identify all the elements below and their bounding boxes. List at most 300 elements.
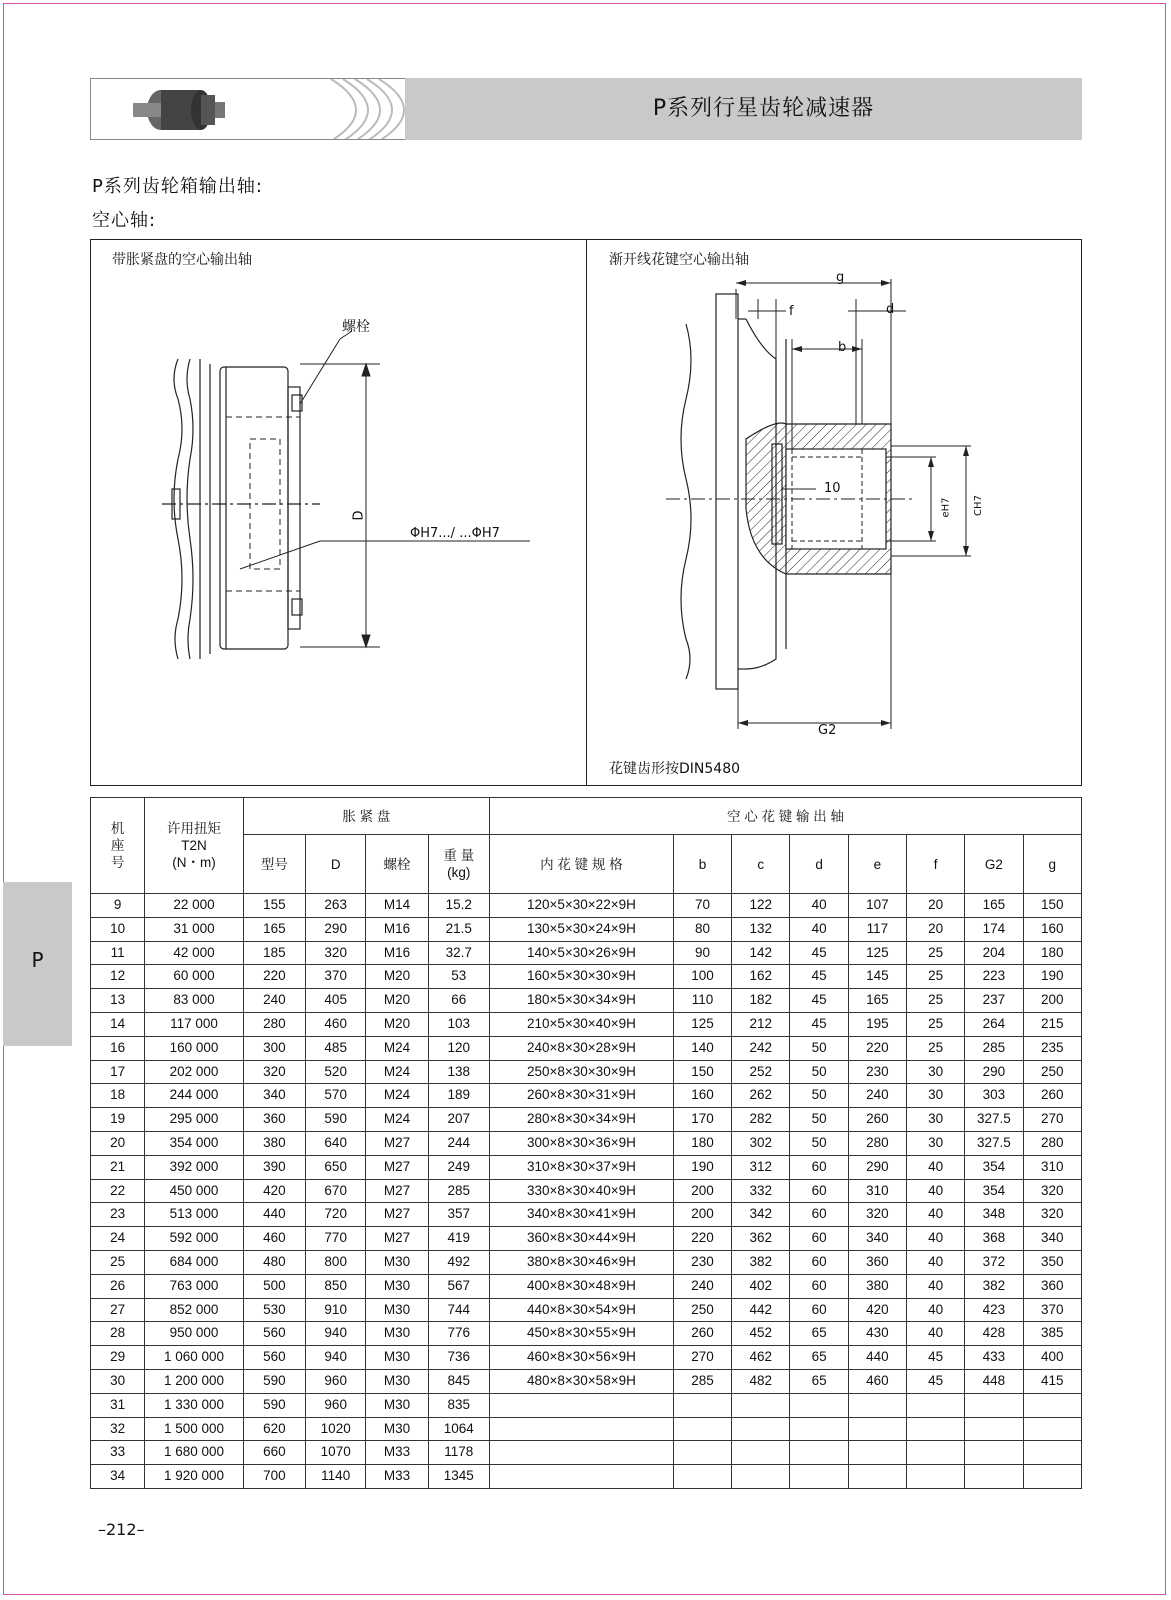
header-text: (kg) xyxy=(447,865,471,880)
cell-spline: 250×8×30×30×9H xyxy=(489,1060,673,1084)
cell-g: 385 xyxy=(1023,1322,1081,1346)
cell-G2: 285 xyxy=(965,1036,1023,1060)
cell-D: 263 xyxy=(306,894,366,918)
cell-d: 65 xyxy=(790,1369,848,1393)
table-row xyxy=(91,989,1082,1013)
cell-spline: 120×5×30×22×9H xyxy=(489,894,673,918)
cell-type: 590 xyxy=(243,1369,305,1393)
cell-torque: 1 920 000 xyxy=(145,1465,243,1489)
cell-c: 302 xyxy=(732,1131,790,1155)
cell-c: 132 xyxy=(732,917,790,941)
cell-b: 220 xyxy=(673,1227,731,1251)
cell-c: 122 xyxy=(732,894,790,918)
cell-type: 480 xyxy=(243,1250,305,1274)
cell-g: 320 xyxy=(1023,1179,1081,1203)
cell-G2: 354 xyxy=(965,1155,1023,1179)
cell-G2 xyxy=(965,1441,1023,1465)
cell-weight: 53 xyxy=(428,965,489,989)
header-g: g xyxy=(1023,835,1081,894)
cell-type: 185 xyxy=(243,941,305,965)
cell-torque: 60 000 xyxy=(145,965,243,989)
cell-b: 200 xyxy=(673,1179,731,1203)
header-text: 号 xyxy=(110,855,125,870)
cell-size: 13 xyxy=(91,989,145,1013)
cell-f xyxy=(907,1465,965,1489)
cell-weight: 285 xyxy=(428,1179,489,1203)
cell-f: 40 xyxy=(907,1203,965,1227)
cell-c: 242 xyxy=(732,1036,790,1060)
cell-bolt: M24 xyxy=(366,1060,428,1084)
header-e: e xyxy=(848,835,906,894)
cell-bolt: M33 xyxy=(366,1441,428,1465)
table-row xyxy=(91,1393,1082,1417)
cell-type: 660 xyxy=(243,1441,305,1465)
cell-type: 380 xyxy=(243,1131,305,1155)
table-row xyxy=(91,1274,1082,1298)
cell-b: 190 xyxy=(673,1155,731,1179)
dimension-10-label: 10 xyxy=(824,481,841,496)
cell-e xyxy=(848,1465,906,1489)
cell-G2: 433 xyxy=(965,1346,1023,1370)
cell-g: 260 xyxy=(1023,1084,1081,1108)
cell-bolt: M30 xyxy=(366,1369,428,1393)
cell-G2 xyxy=(965,1417,1023,1441)
cell-e: 220 xyxy=(848,1036,906,1060)
dimension-D-label: D xyxy=(351,510,367,521)
table-row xyxy=(91,1012,1082,1036)
cell-c: 452 xyxy=(732,1322,790,1346)
table-row xyxy=(91,941,1082,965)
cell-D: 940 xyxy=(306,1322,366,1346)
cell-f: 30 xyxy=(907,1084,965,1108)
cell-bolt: M27 xyxy=(366,1203,428,1227)
cell-bolt: M16 xyxy=(366,917,428,941)
table-row xyxy=(91,1346,1082,1370)
cell-g: 150 xyxy=(1023,894,1081,918)
cell-spline xyxy=(489,1465,673,1489)
cell-weight: 21.5 xyxy=(428,917,489,941)
cell-spline: 310×8×30×37×9H xyxy=(489,1155,673,1179)
cell-g xyxy=(1023,1465,1081,1489)
cell-d: 60 xyxy=(790,1274,848,1298)
cell-size: 11 xyxy=(91,941,145,965)
cell-d: 45 xyxy=(790,941,848,965)
page-number: –212– xyxy=(98,1520,145,1539)
subsection-heading: 空心轴: xyxy=(92,210,157,231)
cell-b: 200 xyxy=(673,1203,731,1227)
cell-b xyxy=(673,1465,731,1489)
cell-size: 17 xyxy=(91,1060,145,1084)
cell-D: 1140 xyxy=(306,1465,366,1489)
cell-c: 402 xyxy=(732,1274,790,1298)
cell-G2: 368 xyxy=(965,1227,1023,1251)
cell-g: 415 xyxy=(1023,1369,1081,1393)
header-text: 重 量 xyxy=(443,848,475,863)
cell-d: 45 xyxy=(790,989,848,1013)
dimension-CH7-label: CH7 xyxy=(972,495,984,516)
cell-D: 1020 xyxy=(306,1417,366,1441)
cell-type: 240 xyxy=(243,989,305,1013)
cell-b: 125 xyxy=(673,1012,731,1036)
cell-spline: 400×8×30×48×9H xyxy=(489,1274,673,1298)
section-heading: P系列齿轮箱输出轴: xyxy=(92,176,263,197)
cell-d: 65 xyxy=(790,1322,848,1346)
page-title: P系列行星齿轮减速器 xyxy=(652,96,875,121)
cell-d: 65 xyxy=(790,1346,848,1370)
cell-c: 482 xyxy=(732,1369,790,1393)
cell-c: 182 xyxy=(732,989,790,1013)
header-text: 座 xyxy=(110,838,125,853)
cell-weight: 120 xyxy=(428,1036,489,1060)
table-row xyxy=(91,894,1082,918)
cell-G2 xyxy=(965,1393,1023,1417)
cell-g: 270 xyxy=(1023,1108,1081,1132)
cell-type: 460 xyxy=(243,1227,305,1251)
dimension-eH7-label: eH7 xyxy=(940,497,952,518)
cell-f: 25 xyxy=(907,965,965,989)
cell-spline: 330×8×30×40×9H xyxy=(489,1179,673,1203)
table-row xyxy=(91,1322,1082,1346)
cell-f: 30 xyxy=(907,1108,965,1132)
cell-G2: 428 xyxy=(965,1322,1023,1346)
cell-type: 440 xyxy=(243,1203,305,1227)
cell-G2: 290 xyxy=(965,1060,1023,1084)
cell-g: 160 xyxy=(1023,917,1081,941)
table-row xyxy=(91,1084,1082,1108)
cell-g: 200 xyxy=(1023,989,1081,1013)
cell-e xyxy=(848,1441,906,1465)
header-shrink-disc-group: 胀 紧 盘 xyxy=(243,798,489,835)
cell-e: 230 xyxy=(848,1060,906,1084)
figure-right-title: 渐开线花键空心输出轴 xyxy=(609,252,749,268)
cell-bolt: M30 xyxy=(366,1417,428,1441)
cell-size: 20 xyxy=(91,1131,145,1155)
cell-spline: 340×8×30×41×9H xyxy=(489,1203,673,1227)
cell-e: 430 xyxy=(848,1322,906,1346)
cell-c xyxy=(732,1441,790,1465)
cell-D: 940 xyxy=(306,1346,366,1370)
cell-g: 370 xyxy=(1023,1298,1081,1322)
cell-type: 420 xyxy=(243,1179,305,1203)
cell-b: 80 xyxy=(673,917,731,941)
cell-D: 800 xyxy=(306,1250,366,1274)
dimension-G2-label: G2 xyxy=(818,723,837,738)
cell-g xyxy=(1023,1393,1081,1417)
cell-G2: 264 xyxy=(965,1012,1023,1036)
cell-b: 285 xyxy=(673,1369,731,1393)
cell-f: 45 xyxy=(907,1346,965,1370)
cell-size: 16 xyxy=(91,1036,145,1060)
cell-weight: 835 xyxy=(428,1393,489,1417)
header-text: 许用扭矩 xyxy=(167,821,221,836)
cell-size: 31 xyxy=(91,1393,145,1417)
cell-bolt: M27 xyxy=(366,1155,428,1179)
cell-G2: 165 xyxy=(965,894,1023,918)
cell-c: 442 xyxy=(732,1298,790,1322)
cell-e: 260 xyxy=(848,1108,906,1132)
cell-b: 250 xyxy=(673,1298,731,1322)
header-machine-size xyxy=(91,798,145,894)
cell-weight: 744 xyxy=(428,1298,489,1322)
header-weight xyxy=(428,835,489,894)
table-row xyxy=(91,1036,1082,1060)
cell-spline: 130×5×30×24×9H xyxy=(489,917,673,941)
cell-f: 40 xyxy=(907,1322,965,1346)
cell-c: 282 xyxy=(732,1108,790,1132)
cell-D: 290 xyxy=(306,917,366,941)
cell-g: 310 xyxy=(1023,1155,1081,1179)
cell-D: 1070 xyxy=(306,1441,366,1465)
cell-D: 720 xyxy=(306,1203,366,1227)
cell-D: 485 xyxy=(306,1036,366,1060)
cell-torque: 295 000 xyxy=(145,1108,243,1132)
cell-c: 262 xyxy=(732,1084,790,1108)
cell-c xyxy=(732,1417,790,1441)
cell-weight: 492 xyxy=(428,1250,489,1274)
cell-bolt: M20 xyxy=(366,965,428,989)
spec-table-body xyxy=(91,894,1082,1489)
cell-d: 40 xyxy=(790,894,848,918)
cell-size: 34 xyxy=(91,1465,145,1489)
cell-e xyxy=(848,1417,906,1441)
cell-torque: 450 000 xyxy=(145,1179,243,1203)
cell-g: 215 xyxy=(1023,1012,1081,1036)
cell-g: 180 xyxy=(1023,941,1081,965)
cell-g: 350 xyxy=(1023,1250,1081,1274)
cell-torque: 513 000 xyxy=(145,1203,243,1227)
cell-c: 462 xyxy=(732,1346,790,1370)
cell-G2: 223 xyxy=(965,965,1023,989)
header-text: (N・m) xyxy=(172,855,216,870)
cell-type: 360 xyxy=(243,1108,305,1132)
cell-G2: 423 xyxy=(965,1298,1023,1322)
cell-b: 170 xyxy=(673,1108,731,1132)
header-torque xyxy=(145,798,243,894)
cell-d: 60 xyxy=(790,1298,848,1322)
cell-bolt: M30 xyxy=(366,1393,428,1417)
cell-d xyxy=(790,1417,848,1441)
cell-G2: 303 xyxy=(965,1084,1023,1108)
gearbox-product-image xyxy=(91,79,408,140)
cell-torque: 354 000 xyxy=(145,1131,243,1155)
cell-torque: 1 060 000 xyxy=(145,1346,243,1370)
cell-spline: 260×8×30×31×9H xyxy=(489,1084,673,1108)
cell-spline: 240×8×30×28×9H xyxy=(489,1036,673,1060)
cell-f: 40 xyxy=(907,1179,965,1203)
cell-size: 12 xyxy=(91,965,145,989)
cell-torque: 1 500 000 xyxy=(145,1417,243,1441)
cell-weight: 138 xyxy=(428,1060,489,1084)
cell-type: 155 xyxy=(243,894,305,918)
cell-b: 150 xyxy=(673,1060,731,1084)
header-d: d xyxy=(790,835,848,894)
table-row xyxy=(91,1369,1082,1393)
cell-f: 45 xyxy=(907,1369,965,1393)
shrink-disc-drawing xyxy=(90,239,587,786)
cell-D: 590 xyxy=(306,1108,366,1132)
cell-b: 160 xyxy=(673,1084,731,1108)
cell-f: 40 xyxy=(907,1298,965,1322)
cell-size: 33 xyxy=(91,1441,145,1465)
header-type: 型号 xyxy=(243,835,305,894)
cell-G2 xyxy=(965,1465,1023,1489)
cell-b: 140 xyxy=(673,1036,731,1060)
cell-bolt: M30 xyxy=(366,1298,428,1322)
cell-b: 70 xyxy=(673,894,731,918)
cell-torque: 83 000 xyxy=(145,989,243,1013)
cell-e: 280 xyxy=(848,1131,906,1155)
header-spline-spec: 内 花 键 规 格 xyxy=(489,835,673,894)
cell-size: 9 xyxy=(91,894,145,918)
cell-b: 100 xyxy=(673,965,731,989)
header-spline-shaft-group: 空 心 花 键 输 出 轴 xyxy=(489,798,1081,835)
cell-torque: 160 000 xyxy=(145,1036,243,1060)
cell-b xyxy=(673,1393,731,1417)
cell-spline xyxy=(489,1417,673,1441)
cell-G2: 348 xyxy=(965,1203,1023,1227)
cell-weight: 15.2 xyxy=(428,894,489,918)
cell-weight: 207 xyxy=(428,1108,489,1132)
table-row xyxy=(91,1203,1082,1227)
cell-c: 162 xyxy=(732,965,790,989)
cell-spline: 360×8×30×44×9H xyxy=(489,1227,673,1251)
cell-f: 40 xyxy=(907,1274,965,1298)
cell-b: 180 xyxy=(673,1131,731,1155)
cell-bolt: M16 xyxy=(366,941,428,965)
cell-bolt: M27 xyxy=(366,1131,428,1155)
cell-d: 60 xyxy=(790,1155,848,1179)
cell-g xyxy=(1023,1417,1081,1441)
cell-weight: 776 xyxy=(428,1322,489,1346)
cell-spline: 210×5×30×40×9H xyxy=(489,1012,673,1036)
cell-g: 235 xyxy=(1023,1036,1081,1060)
cell-type: 340 xyxy=(243,1084,305,1108)
cell-d: 45 xyxy=(790,965,848,989)
spec-table xyxy=(90,797,1082,1489)
cell-spline: 480×8×30×58×9H xyxy=(489,1369,673,1393)
cell-d: 60 xyxy=(790,1203,848,1227)
cell-spline: 160×5×30×30×9H xyxy=(489,965,673,989)
cell-d: 60 xyxy=(790,1250,848,1274)
cell-torque: 202 000 xyxy=(145,1060,243,1084)
cell-g: 250 xyxy=(1023,1060,1081,1084)
cell-torque: 1 330 000 xyxy=(145,1393,243,1417)
cell-f: 30 xyxy=(907,1131,965,1155)
cell-weight: 66 xyxy=(428,989,489,1013)
cell-type: 560 xyxy=(243,1322,305,1346)
cell-c: 252 xyxy=(732,1060,790,1084)
cell-spline: 300×8×30×36×9H xyxy=(489,1131,673,1155)
cell-bolt: M30 xyxy=(366,1322,428,1346)
cell-f: 25 xyxy=(907,1036,965,1060)
cell-spline xyxy=(489,1393,673,1417)
cell-type: 320 xyxy=(243,1060,305,1084)
cell-size: 28 xyxy=(91,1322,145,1346)
cell-type: 280 xyxy=(243,1012,305,1036)
cell-weight: 357 xyxy=(428,1203,489,1227)
cell-D: 650 xyxy=(306,1155,366,1179)
cell-d: 50 xyxy=(790,1060,848,1084)
cell-type: 620 xyxy=(243,1417,305,1441)
cell-type: 530 xyxy=(243,1298,305,1322)
cell-size: 32 xyxy=(91,1417,145,1441)
cell-bolt: M30 xyxy=(366,1250,428,1274)
cell-b: 240 xyxy=(673,1274,731,1298)
cell-g: 320 xyxy=(1023,1203,1081,1227)
cell-G2: 327.5 xyxy=(965,1108,1023,1132)
cell-bolt: M14 xyxy=(366,894,428,918)
cell-G2: 372 xyxy=(965,1250,1023,1274)
table-row xyxy=(91,1060,1082,1084)
cell-size: 25 xyxy=(91,1250,145,1274)
cell-c: 362 xyxy=(732,1227,790,1251)
cell-spline xyxy=(489,1441,673,1465)
cell-torque: 950 000 xyxy=(145,1322,243,1346)
cell-spline: 180×5×30×34×9H xyxy=(489,989,673,1013)
cell-bolt: M30 xyxy=(366,1274,428,1298)
table-row xyxy=(91,1131,1082,1155)
cell-e: 107 xyxy=(848,894,906,918)
cell-e: 310 xyxy=(848,1179,906,1203)
cell-D: 670 xyxy=(306,1179,366,1203)
cell-size: 23 xyxy=(91,1203,145,1227)
cell-D: 570 xyxy=(306,1084,366,1108)
cell-type: 590 xyxy=(243,1393,305,1417)
cell-e: 165 xyxy=(848,989,906,1013)
cell-c: 142 xyxy=(732,941,790,965)
cell-torque: 31 000 xyxy=(145,917,243,941)
cell-D: 460 xyxy=(306,1012,366,1036)
cell-D: 770 xyxy=(306,1227,366,1251)
cell-spline: 440×8×30×54×9H xyxy=(489,1298,673,1322)
cell-e: 420 xyxy=(848,1298,906,1322)
dimension-d-label: d xyxy=(886,302,895,317)
cell-G2: 237 xyxy=(965,989,1023,1013)
cell-d xyxy=(790,1441,848,1465)
spline-shaft-drawing xyxy=(586,239,1082,786)
cell-size: 21 xyxy=(91,1155,145,1179)
cell-c: 382 xyxy=(732,1250,790,1274)
cell-g: 190 xyxy=(1023,965,1081,989)
cell-d: 60 xyxy=(790,1179,848,1203)
table-row xyxy=(91,1227,1082,1251)
cell-b: 270 xyxy=(673,1346,731,1370)
cell-d: 50 xyxy=(790,1036,848,1060)
cell-G2: 204 xyxy=(965,941,1023,965)
cell-size: 22 xyxy=(91,1179,145,1203)
cell-f: 40 xyxy=(907,1250,965,1274)
cell-weight: 103 xyxy=(428,1012,489,1036)
cell-G2: 174 xyxy=(965,917,1023,941)
cell-b xyxy=(673,1417,731,1441)
cell-size: 27 xyxy=(91,1298,145,1322)
cell-e: 240 xyxy=(848,1084,906,1108)
cell-spline: 450×8×30×55×9H xyxy=(489,1322,673,1346)
cell-size: 14 xyxy=(91,1012,145,1036)
cell-f: 30 xyxy=(907,1060,965,1084)
bore-tolerance-label: ΦH7.../ ...ΦH7 xyxy=(410,526,500,541)
cell-bolt: M27 xyxy=(366,1179,428,1203)
cell-bolt: M30 xyxy=(366,1346,428,1370)
cell-c: 312 xyxy=(732,1155,790,1179)
header-bolt: 螺栓 xyxy=(366,835,428,894)
figure-right-caption: 花键齿形按DIN5480 xyxy=(609,761,741,777)
cell-spline: 280×8×30×34×9H xyxy=(489,1108,673,1132)
cell-torque: 763 000 xyxy=(145,1274,243,1298)
cell-f: 20 xyxy=(907,917,965,941)
cell-spline: 460×8×30×56×9H xyxy=(489,1346,673,1370)
table-row xyxy=(91,1108,1082,1132)
